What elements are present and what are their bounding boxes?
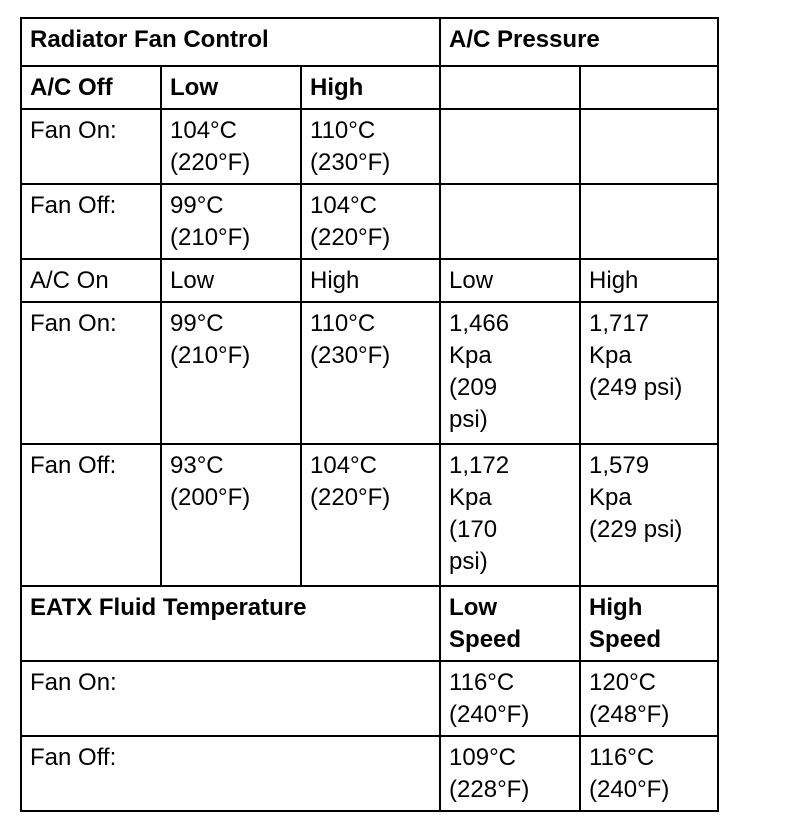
high-speed-header: High Speed [580, 586, 718, 661]
temp-cell: 93°C (200°F) [161, 444, 301, 586]
ac-on-fan-on-row [21, 302, 718, 444]
temp-cell: 110°C (230°F) [301, 302, 440, 444]
ac-on-low-header: Low [161, 259, 301, 302]
temp-cell: 104°C (220°F) [301, 184, 440, 259]
ac-on-fan-off-row [21, 444, 718, 586]
low-speed-header: Low Speed [440, 586, 580, 661]
empty-cell [440, 109, 580, 184]
pressure-high-header: High [580, 259, 718, 302]
temp-cell: 109°C (228°F) [440, 736, 580, 811]
eatx-fan-on-row [21, 661, 718, 736]
temp-cell: 104°C (220°F) [301, 444, 440, 586]
temp-cell: 120°C (248°F) [580, 661, 718, 736]
ac-off-fan-on-row [21, 109, 718, 184]
temp-cell: 116°C (240°F) [440, 661, 580, 736]
radiator-fan-control-header: Radiator Fan Control [21, 18, 440, 66]
row-label: Fan On: [21, 661, 440, 736]
temp-cell: 116°C (240°F) [580, 736, 718, 811]
ac-off-header-row [21, 66, 718, 109]
title-row [21, 18, 718, 66]
eatx-fan-off-row [21, 736, 718, 811]
pressure-cell: 1,579 Kpa (229 psi) [580, 444, 718, 586]
ac-pressure-header: A/C Pressure [440, 18, 718, 66]
row-label: Fan Off: [21, 736, 440, 811]
empty-cell [580, 66, 718, 109]
empty-cell [440, 66, 580, 109]
row-label: Fan Off: [21, 444, 161, 586]
fan-control-table [20, 17, 719, 812]
ac-off-fan-off-row [21, 184, 718, 259]
ac-off-low-header: Low [161, 66, 301, 109]
ac-off-label: A/C Off [21, 66, 161, 109]
pressure-cell: 1,172 Kpa (170 psi) [440, 444, 580, 586]
temp-cell: 99°C (210°F) [161, 302, 301, 444]
pressure-cell: 1,466 Kpa (209 psi) [440, 302, 580, 444]
empty-cell [580, 184, 718, 259]
temp-cell: 104°C (220°F) [161, 109, 301, 184]
row-label: Fan On: [21, 109, 161, 184]
ac-on-high-header: High [301, 259, 440, 302]
row-label: Fan On: [21, 302, 161, 444]
pressure-low-header: Low [440, 259, 580, 302]
eatx-fluid-temperature-header: EATX Fluid Temperature [21, 586, 440, 661]
empty-cell [580, 109, 718, 184]
row-label: Fan Off: [21, 184, 161, 259]
temp-cell: 99°C (210°F) [161, 184, 301, 259]
pressure-cell: 1,717 Kpa (249 psi) [580, 302, 718, 444]
empty-cell [440, 184, 580, 259]
ac-off-high-header: High [301, 66, 440, 109]
ac-on-header-row [21, 259, 718, 302]
temp-cell: 110°C (230°F) [301, 109, 440, 184]
ac-on-label: A/C On [21, 259, 161, 302]
eatx-header-row [21, 586, 718, 661]
